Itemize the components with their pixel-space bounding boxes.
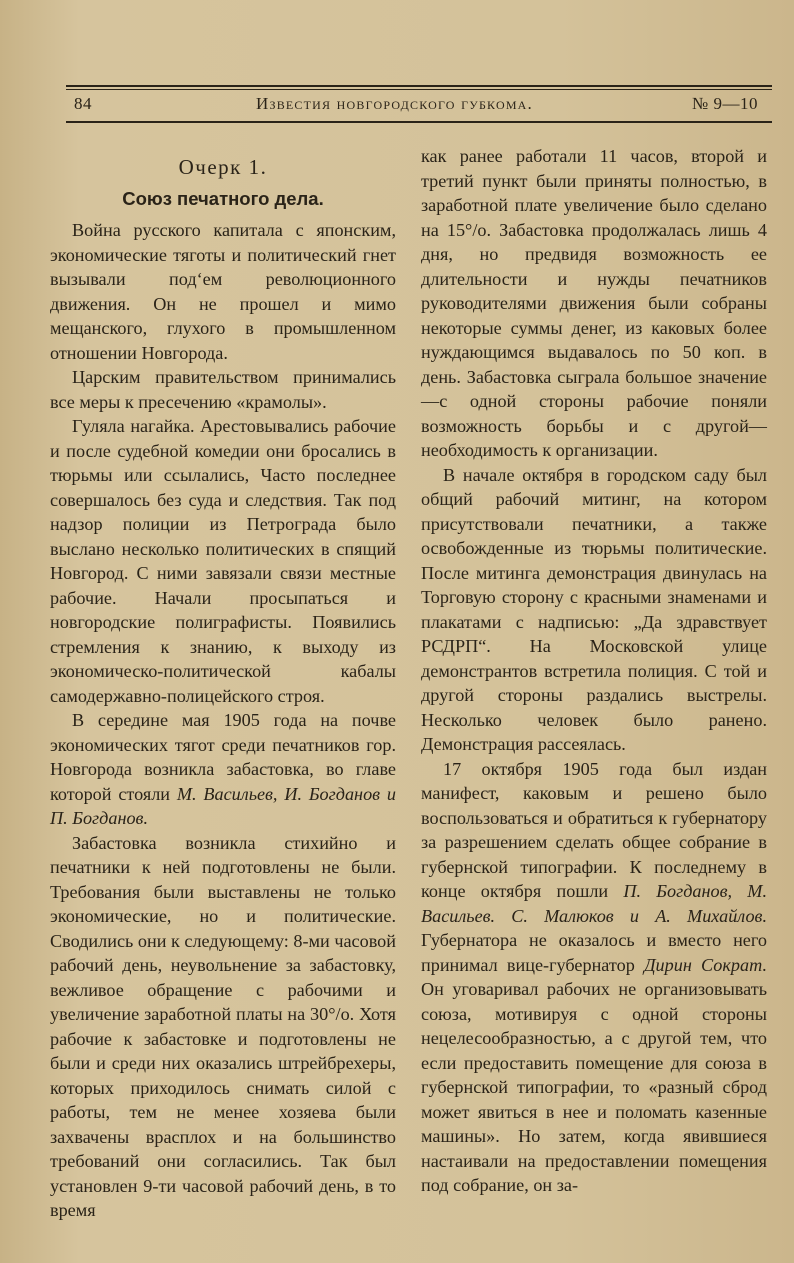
vice-governor-name: Дирин Сократ.: [643, 954, 767, 975]
paragraph-text: Он уговаривал рабочих не организовывать союза, мотивируя с одной стороны нецелесообразностью, а с другой тем, что если предоставить помещение для союза в губернской типографии, то «разный сброд может явиться в нее и поломать казенные машины». Но затем, когда явившиеся настаивали на предоставлении помещения под собрание, он за-: [421, 979, 767, 1195]
paragraph: Гуляла нагайка. Арестовывались рабочие и после судебной комедии они бросались в тюрьмы или ссылались, Часто последнее совершалось без суда и следствия. Так под надзор полиции из Петрограда было выслано несколько политических в спящий Новгород. С ними завязали связи местные рабочие. Начали просыпаться и новгородские полиграфисты. Появились стремления к знанию, к выходу из экономическо-политической кабалы самодержавно-полицейского строя.: [50, 416, 396, 706]
section-subtitle: Союз печатного дела.: [122, 188, 324, 209]
paragraph: Забастовка возникла стихийно и печатники к ней подготовлены не были. Требования были выставлены не только экономические, но и политические. Сводились они к следующему: 8-ми часовой рабочий день, неувольнение за забастовку, вежливое обращение с рабочими и увеличение заработной платы на 30°/о. Хотя рабочие к забастовке и подготовлены не были и среди них оказались штрейбрехеры, которых приходилось снимать силой с работы, тем не менее хозяева были захвачены врасплох и на большинство требований они согласились. Так был установлен 9-ти часовой рабочий день, в то время: [50, 832, 396, 1220]
journal-title: Известия новгородского губкома.: [256, 94, 534, 113]
paragraph: [421, 757, 767, 1198]
section-title: Очерк 1.: [178, 155, 268, 179]
paragraph: Война русского капитала с японским, экономические тяготы и политический гнет вызывали под‘ем революционного движения. Он не прошел и мимо мещанского, глухого в промышленном отношении Новгорода.: [50, 220, 396, 363]
paragraph-text: 17 октября 1905 года был издан манифест, каковым и решено было воспользоваться и обратиться к губернатору за разрешением сделать общее собрание в губернской типографии. К последнему в конце октября пошли: [421, 758, 767, 901]
paragraph: [50, 708, 396, 831]
paragraph-text: Губернатора не оказалось и вместо него принимал вице-губернатор: [421, 930, 767, 975]
strike-leaders-names: М. Васильев, И. Богданов и П. Богданов.: [50, 783, 396, 828]
paragraph-text: В середине мая 1905 года на почве экономических тягот среди печатников гор. Новгорода возникла забастовка, во главе которой стояли: [50, 710, 396, 804]
paragraph: Царским правительством принимались все меры к пресечению «крамолы».: [50, 367, 396, 412]
page-number: 84: [74, 94, 92, 113]
running-header: [66, 90, 772, 118]
paragraph: как ранее работали 11 часов, второй и третий пункт были приняты полностью, в заработной плате увеличение было сделано на 15°/о. Забастовка продолжалась лишь 4 дня, но предвидя возможность ее длительности и нужды печатников руководителями движения были собраны некоторые суммы денег, из каковых более нуждающимся выдавалось по 50 коп. в день. Забастовка сыграла большое значение—с одной стороны рабочие поняли возможность борьбы и с другой—необходимость к организации.: [421, 146, 767, 460]
right-column: [421, 144, 767, 1198]
paragraph: В начале октября в городском саду был общий рабочий митинг, на котором присутствовали печатники, а также освобожденные из тюрьмы политические. После митинга демонстрация двинулась на Торговую сторону с красными знаменами и плакатами с надписью: „Да здравствует РСДРП“. На Московской улице демонстрантов встретила полиция. С той и другой стороны раздались выстрелы. Несколько человек было ранено. Демонстрация рассеялась.: [421, 464, 767, 754]
delegation-names: П. Богданов, М. Васильев. С. Малюков и А. Михайлов.: [421, 881, 767, 926]
issue-number: № 9—10: [692, 94, 758, 113]
top-rule: [66, 85, 772, 87]
left-column: [50, 144, 396, 1223]
header-rule: [66, 121, 772, 123]
